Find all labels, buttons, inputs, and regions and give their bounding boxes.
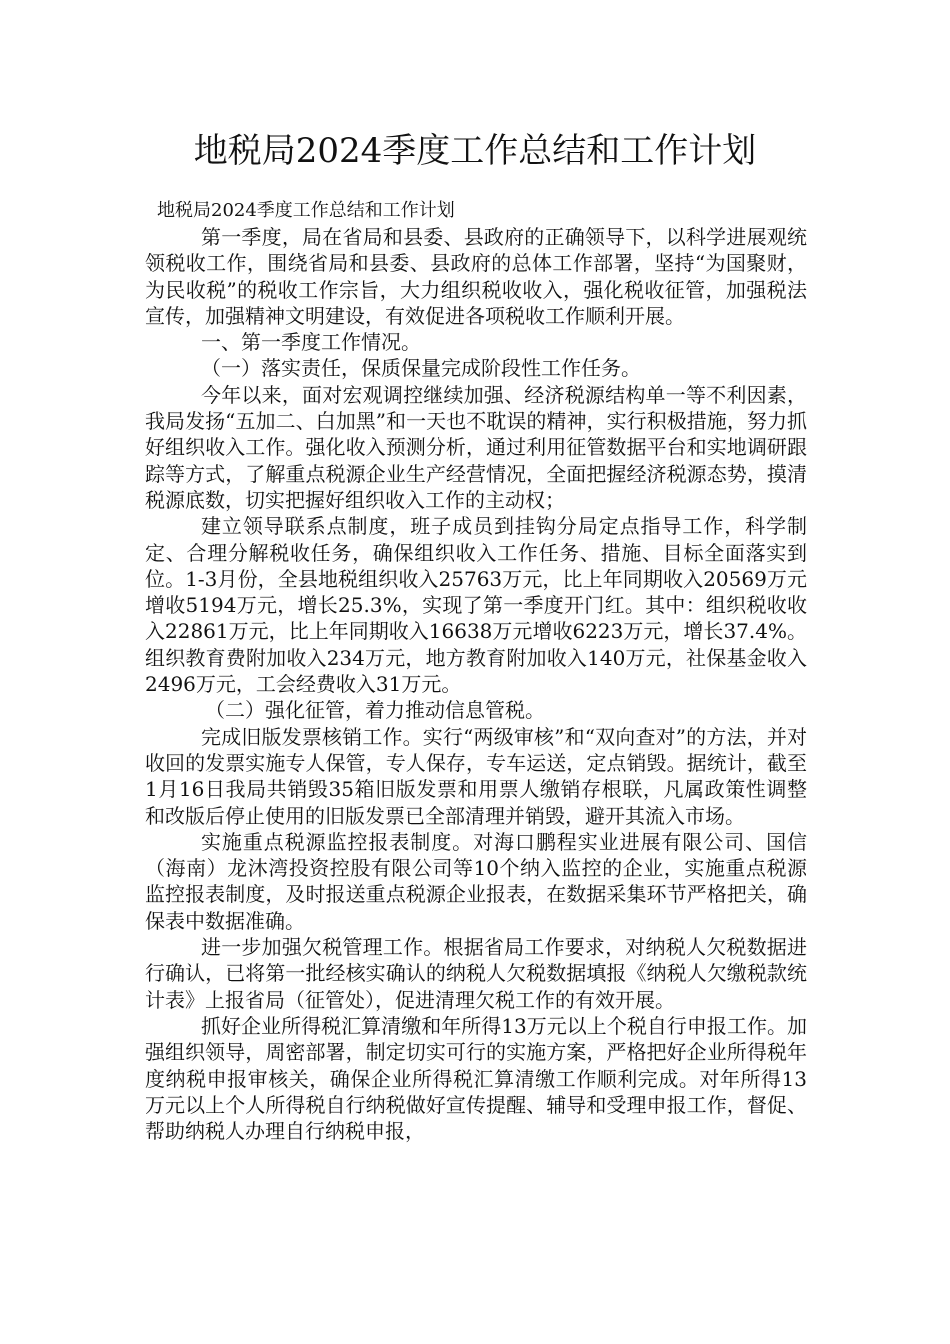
paragraph: 今年以来，面对宏观调控继续加强、经济税源结构单一等不利因素，我局发扬“五加二、白加黑”和一天也不耽误的精神，实行积极措施，努力抓好组织收入工作。强化收入预测分析，通过利用征管数据平台和实地调研跟踪等方式，了解重点税源企业生产经营情况，全面把握经济税源态势，摸清税源底数，切实把握好组织收入工作的主动权；: [145, 382, 807, 512]
subsection-heading-2: （二）强化征管，着力推动信息管税。: [205, 698, 545, 723]
document-body: [145, 198, 807, 1144]
document-subtitle: 地税局2024季度工作总结和工作计划: [157, 200, 455, 221]
paragraph: 进一步加强欠税管理工作。根据省局工作要求，对纳税人欠税数据进行确认，已将第一批经核实确认的纳税人欠税数据填报《纳税人欠缴税款统计表》上报省局（征管处），促进清理欠税工作的有效开展。: [145, 935, 807, 1012]
subsection-heading-1: （一）落实责任，保质保量完成阶段性工作任务。: [201, 356, 641, 381]
section-heading-1: 一、第一季度工作情况。: [201, 330, 421, 355]
paragraph: 实施重点税源监控报表制度。对海口鹏程实业进展有限公司、国信（海南）龙沐湾投资控股有限公司等10个纳入监控的企业，实施重点税源监控报表制度，及时报送重点税源企业报表，在数据采集环节严格把关，确保表中数据准确。: [145, 829, 807, 933]
paragraph: 抓好企业所得税汇算清缴和年所得13万元以上个税自行申报工作。加强组织领导，周密部署，制定切实可行的实施方案，严格把好企业所得税年度纳税申报审核关，确保企业所得税汇算清缴工作顺利完成。对年所得13万元以上个人所得税自行纳税做好宣传提醒、辅导和受理申报工作，督促、帮助纳税人办理自行纳税申报，: [145, 1013, 807, 1144]
document-title: 地税局2024季度工作总结和工作计划: [193, 131, 757, 171]
paragraph-intro: 第一季度，局在省局和县委、县政府的正确领导下，以科学进展观统领税收工作，围绕省局和县委、县政府的总体工作部署，坚持“为国聚财，为民收税”的税收工作宗旨，大力组织税收收入，强化税收征管，加强税法宣传，加强精神文明建设，有效促进各项税收工作顺利开展。: [145, 225, 807, 328]
paragraph: 完成旧版发票核销工作。实行“两级审核”和“双向查对”的方法，并对收回的发票实施专人保管，专人保存，专车运送，定点销毁。据统计，截至1月16日我局共销毁35箱旧版发票和用票人缴销存根联，凡属政策性调整和改版后停止使用的旧版发票已全部清理并销毁，避开其流入市场。: [145, 724, 807, 828]
paragraph: 建立领导联系点制度，班子成员到挂钩分局定点指导工作，科学制定、合理分解税收任务，确保组织收入工作任务、措施、目标全面落实到位。1-3月份，全县地税组织收入25763万元，比上年同期收入20569万元增收5194万元，增长25.3%，实现了第一季度开门红。其中：组织税收收入22861万元，比上年同期收入16638万元增收6223万元，增长37.4%。组织教育费附加收入234万元，地方教育附加收入140万元，社保基金收入2496万元，工会经费收入31万元。: [145, 514, 807, 697]
